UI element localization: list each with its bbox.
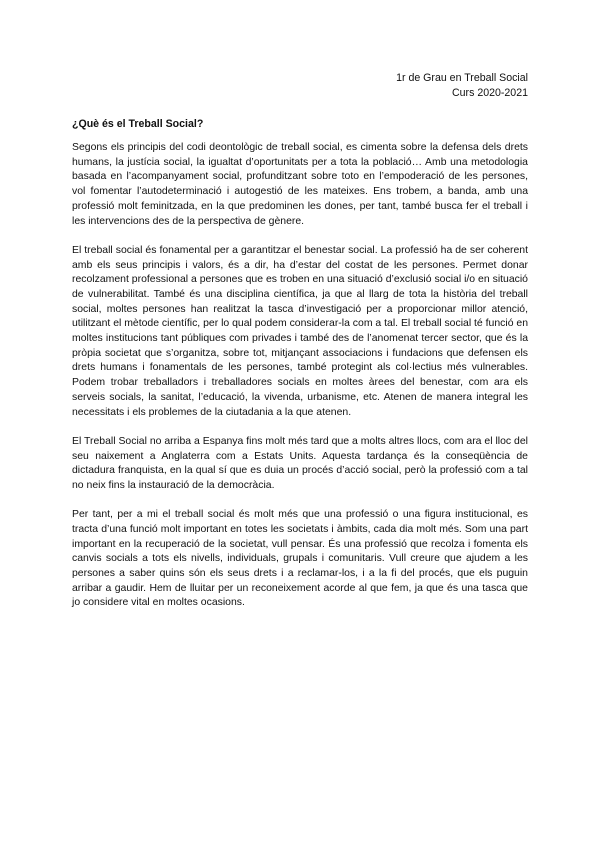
paragraph-4: Per tant, per a mi el treball social és molt més que una professió o una figura institucional, es tracta d’una funció molt important en totes les societats i àmbits, cada dia molt més. Som una part important en la recuperació de la societat, vull pensar. És una professió que recolza i fomenta els canvis socials a tots els nivells, individuals, grupals i comunitaris. Vull creure que ajudem a les persones a saber quins són els seus drets i a reclamar-los, i a la fi del procés, que els puguin arribar a gaudir. Hem de lluitar per un reconeixement acorde al que fem, ja que és una tasca que jo considere vital en moltes ocasions. [72, 509, 528, 609]
document-header [396, 71, 528, 100]
header-academic-year: Curs 2020-2021 [452, 86, 528, 99]
paragraph-1: Segons els principis del codi deontològic de treball social, es cimenta sobre la defensa dels drets humans, la justícia social, la igualtat d’oportunitats per a tota la població… Amb una metodologia basada en l’acompanyament social, profunditzant sobre toto en l’empoderació de les persones, vol fomentar l’autodeterminació i autogestió de les mateixes. Ens trobem, a banda, amb una professió molt feminitzada, en la que predominen les dones, per tant, també busca fer el treball i les intervencions des de la perspectiva de gènere. [72, 142, 528, 227]
document-title: ¿Què és el Treball Social? [72, 118, 204, 130]
header-course: 1r de Grau en Treball Social [396, 72, 528, 84]
document-body [72, 141, 528, 626]
paragraph-3: El Treball Social no arriba a Espanya fins molt més tard que a molts altres llocs, com ara el lloc del seu naixement a Anglaterra com a Estats Units. Aquesta tardança és la conseqüència de dictadura franquista, en la qual sí que es duia un procés d’acció social, però la professió com a tal no neix fins la instauració de la democràcia. [72, 435, 528, 491]
paragraph-2: El treball social és fonamental per a garantitzar el benestar social. La professió ha de ser coherent amb els seus principis i valors, és a dir, ha d’estar del costat de les persones. Permet donar recolzament professional a persones que es troben en una situació d’exclusió social i/o en situació de vulnerabilitat. També és una disciplina científica, ja que al llarg de tota la història del treball social, moltes persones han realitzat la tasca d’investigació per a proporcionar millor atenció, utilitzant el mètode científic, per lo qual podem considerar-la com a tal. El treball social té funció en moltes institucions tant públiques com privades i també des de l’anomenat tercer sector, que és la pròpia societat que s’organitza, sobre tot, mitjançant associacions i fundacions que defensen els drets humans i fonamentals de les persones, també protegint als col·lectius més vulnerables. Podem trobar treballadors i treballadores socials en moltes àrees del benestar, com ara els serveis socials, la sanitat, l’educació, la vivenda, urbanisme, etc. Atenen de manera integral les necessitats i els problemes de la ciutadania a la que atenen. [72, 244, 529, 418]
